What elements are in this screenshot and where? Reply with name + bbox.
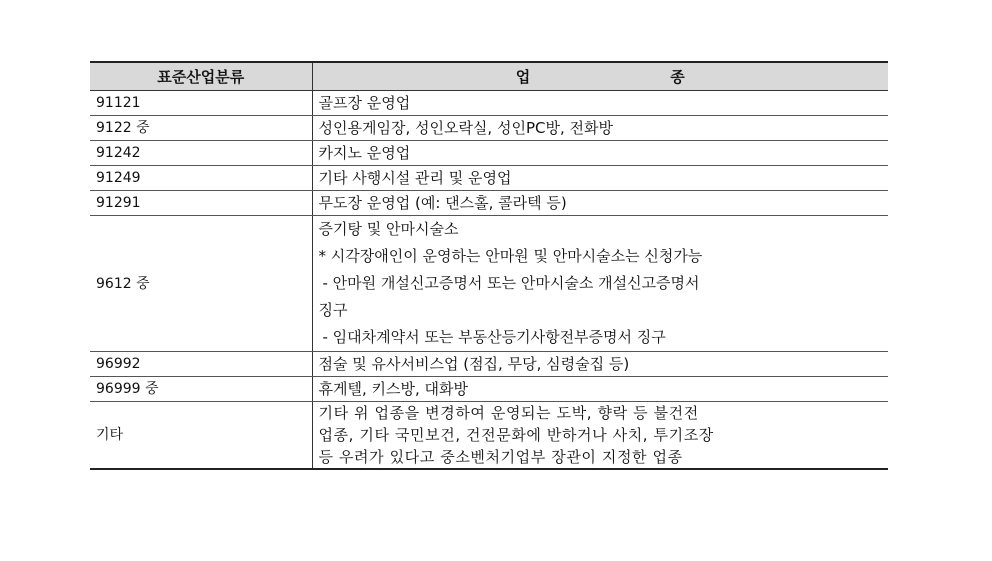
row-code: 91291 — [90, 191, 312, 216]
industry-line: 기타 위 업종을 변경하여 운영되는 도박, 향락 등 불건전 — [318, 404, 699, 422]
table-row — [90, 91, 888, 116]
row-industry: 기타 사행시설 관리 및 운영업 — [312, 166, 888, 191]
row-code: 9122 중 — [90, 116, 312, 141]
table-row — [90, 352, 888, 377]
industry-note: - 임대차계약서 또는 부동산등기사항전부증명서 징구 — [322, 328, 666, 346]
row-code: 기타 — [90, 402, 312, 470]
table-row — [90, 166, 888, 191]
row-industry: 휴게텔, 키스방, 대화방 — [312, 377, 888, 402]
row-code: 96992 — [90, 352, 312, 377]
table-header-row — [90, 62, 888, 91]
row-code: 96999 중 — [90, 377, 312, 402]
industry-note: * 시각장애인이 운영하는 안마원 및 안마시술소는 신청가능 — [318, 247, 703, 265]
industry-line: 증기탕 및 안마시술소 — [318, 220, 459, 238]
header-classification-code: 표준산업분류 — [90, 62, 312, 91]
row-industry: 골프장 운영업 — [312, 91, 888, 116]
table-row — [90, 191, 888, 216]
row-code: 91242 — [90, 141, 312, 166]
table-row — [90, 116, 888, 141]
row-code: 91121 — [90, 91, 312, 116]
industry-classification-table — [90, 61, 888, 470]
row-code: 91249 — [90, 166, 312, 191]
row-industry: 무도장 운영업 (예: 댄스홀, 콜라텍 등) — [312, 191, 888, 216]
industry-note: - 안마원 개설신고증명서 또는 안마시술소 개설신고증명서 — [322, 274, 700, 292]
header-industry-part2: 종 — [670, 68, 685, 86]
row-industry: 카지노 운영업 — [312, 141, 888, 166]
table-row — [90, 141, 888, 166]
table-row — [90, 402, 888, 470]
row-industry — [312, 216, 888, 352]
industry-line: 업종, 기타 국민보건, 건전문화에 반하거나 사치, 투기조장 — [318, 426, 714, 444]
industry-note: 징구 — [318, 301, 348, 319]
row-industry: 점술 및 유사서비스업 (점집, 무당, 심령술집 등) — [312, 352, 888, 377]
row-industry: 성인용게임장, 성인오락실, 성인PC방, 전화방 — [312, 116, 888, 141]
industry-line: 등 우려가 있다고 중소벤처기업부 장관이 지정한 업종 — [318, 448, 683, 466]
table-row — [90, 377, 888, 402]
row-code: 9612 중 — [90, 216, 312, 352]
row-industry — [312, 402, 888, 470]
header-industry — [312, 62, 888, 91]
table-row — [90, 216, 888, 352]
header-industry-part1: 업 — [515, 68, 531, 86]
